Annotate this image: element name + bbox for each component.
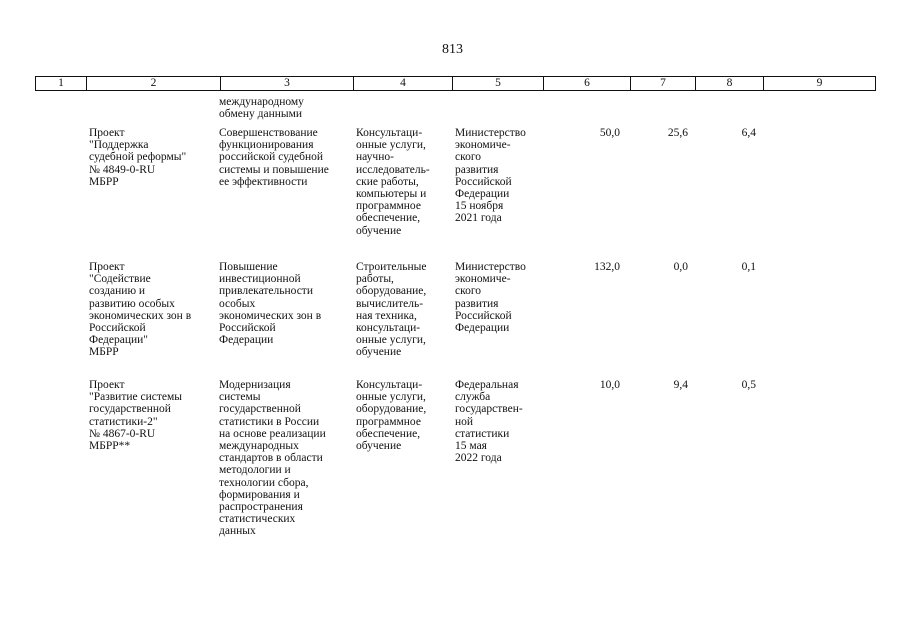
table-header-row — [35, 76, 876, 91]
row3-purpose: Модернизация системы государственной статистики в России на основе реализации международных стандартов в области методологии и технологии сбора, формирования и распространения статистических данных — [219, 379, 326, 538]
row3-project: Проект "Развитие системы государственной статистики-2" № 4867-0-RU МБРР** — [89, 379, 182, 453]
column-header-7: 7 — [630, 77, 695, 90]
column-header-8: 8 — [695, 77, 763, 90]
row3-col7: 9,4 — [673, 379, 688, 391]
row2-col7: 0,0 — [673, 261, 688, 273]
row2-agency: Министерство экономиче- ского развития Российской Федерации — [455, 261, 526, 335]
row3-col8: 0,5 — [741, 379, 756, 391]
row1-activities: Консультаци- онные услуги, научно- исследователь- ские работы, компьютеры и программное обеспечение, обучение — [356, 127, 430, 237]
row3-activities: Консультаци- онные услуги, оборудование, программное обеспечение, обучение — [356, 379, 427, 453]
column-header-6: 6 — [543, 77, 630, 90]
row2-purpose: Повышение инвестиционной привлекательности особых экономических зон в Российской Федерации — [219, 261, 322, 347]
continuation-purpose: международному обмену данными — [219, 96, 304, 121]
row2-project: Проект "Содействие созданию и развитию особых экономических зон в Российской Федерации" МБРР — [89, 261, 192, 359]
page-number: 813 — [442, 42, 463, 57]
row3-col6: 10,0 — [599, 379, 620, 391]
row3-agency: Федеральная служба государствен- ной статистики 15 мая 2022 года — [455, 379, 523, 465]
column-header-4: 4 — [353, 77, 452, 90]
row1-col8: 6,4 — [741, 127, 756, 139]
row1-col6: 50,0 — [599, 127, 620, 139]
row2-activities: Строительные работы, оборудование, вычислитель- ная техника, консультаци- онные услуги, обучение — [356, 261, 427, 359]
column-header-2: 2 — [86, 77, 220, 90]
row2-col6: 132,0 — [594, 261, 620, 273]
column-header-1: 1 — [58, 77, 64, 89]
column-header-9: 9 — [763, 77, 875, 90]
row1-agency: Министерство экономиче- ского развития Российской Федерации 15 ноября 2021 года — [455, 127, 526, 225]
row2-col8: 0,1 — [741, 261, 756, 273]
row1-purpose: Совершенствование функционирования российской судебной системы и повышение ее эффективности — [219, 127, 329, 188]
row1-project: Проект "Поддержка судебной реформы" № 4849-0-RU МБРР — [89, 127, 187, 188]
column-header-5: 5 — [452, 77, 543, 90]
row1-col7: 25,6 — [667, 127, 688, 139]
column-header-3: 3 — [220, 77, 353, 90]
